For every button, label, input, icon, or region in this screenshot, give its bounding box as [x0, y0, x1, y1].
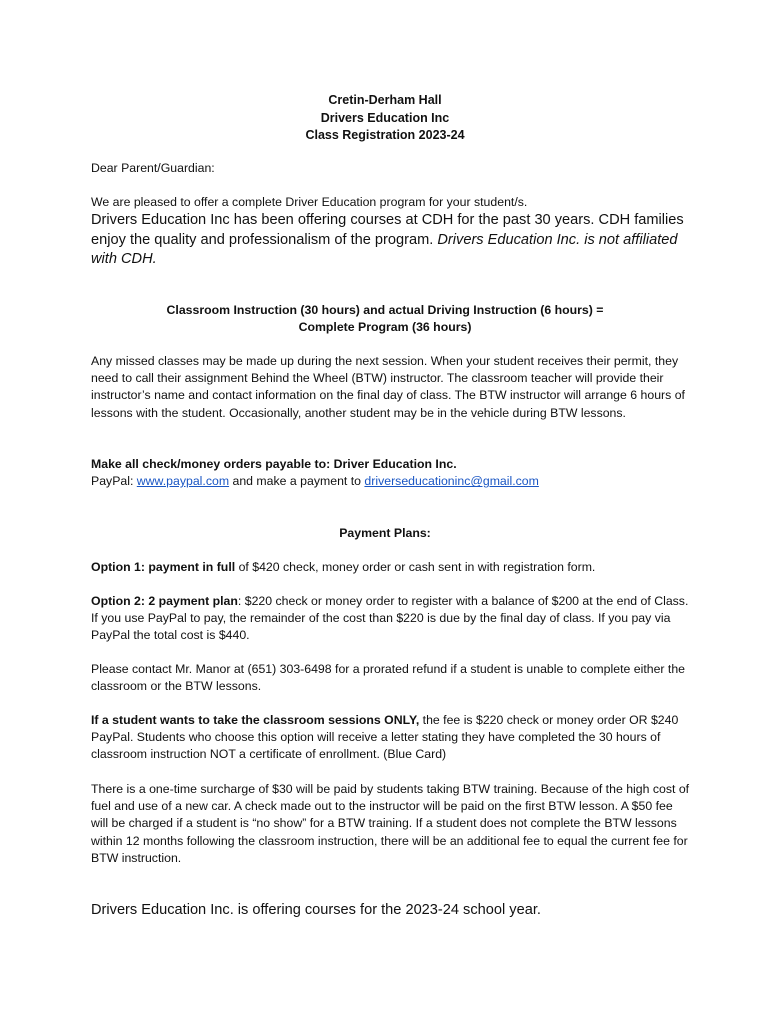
option-2-label: Option 2: 2 payment plan [91, 594, 238, 608]
payable-to: Make all check/money orders payable to: Driver Education Inc. [91, 457, 457, 471]
intro-line: We are pleased to offer a complete Driver Education program for your student/s. [91, 195, 528, 209]
program-summary [0, 302, 770, 336]
missed-classes-paragraph: Any missed classes may be made up during the next session. When your student receives their permit, they need to call their assignment Behind the Wheel (BTW) instructor. The classroom teacher will provide their instructor’s name and contact information on the final day of class. The BTW instructor will arrange 6 hours of lessons with the student. Occasionally, another student may be in the vehicle during BTW lessons. [91, 354, 685, 420]
document-header [0, 92, 770, 145]
program-line-1: Classroom Instruction (30 hours) and actual Driving Instruction (6 hours) = [166, 303, 604, 317]
payable-section [91, 456, 691, 490]
payment-plans-title: Payment Plans: [339, 526, 431, 540]
intro-sentence: Drivers Education Inc has been offering courses at CDH for the past 30 years. CDH families enjoy the quality and professionalism of the program. [91, 212, 684, 248]
classroom-only-paragraph [91, 712, 691, 764]
email-link[interactable]: driverseducationinc@gmail.com [364, 474, 539, 489]
not-affiliated-note: Drivers Education Inc. is not affiliated with CDH. [91, 231, 678, 268]
classroom-only-text: the fee is $220 check or money order OR $240 PayPal. Students who choose this option will receive a letter stating they have completed the 30 hours of classroom instruction NOT a certificate of enrollment. (Blue Card) [91, 713, 679, 762]
greeting: Dear Parent/Guardian: [91, 161, 215, 175]
school-name: Cretin-Derham Hall [328, 93, 442, 107]
option-1 [91, 559, 691, 576]
paypal-line: PayPal: www.paypal.com and make a payment to driverseducationinc@gmail.com [91, 474, 539, 489]
company-name: Drivers Education Inc [320, 110, 450, 125]
classroom-only-label: If a student wants to take the classroom sessions ONLY, [91, 713, 420, 727]
closing-statement: Drivers Education Inc. is offering courses for the 2023-24 school year. [91, 902, 541, 918]
option-2 [91, 593, 691, 645]
surcharge-paragraph: There is a one-time surcharge of $30 will be paid by students taking BTW training. Because of the high cost of fuel and use of a new car. A check made out to the instructor will be paid on the first BTW lesson. A $50 fee will be charged if a student is “no show” for a BTW training. If a student does not complete the BTW lessons within 12 months following the classroom instruction, there will be an additional fee to equal the current fee for BTW instruction. [91, 782, 690, 865]
program-line-2: Complete Program (36 hours) [298, 320, 472, 335]
paypal-link[interactable]: www.paypal.com [136, 474, 230, 489]
refund-paragraph: Please contact Mr. Manor at (651) 303-6498 for a prorated refund if a student is unable to complete either the classroom or the BTW lessons. [91, 662, 686, 694]
option-1-label: Option 1: payment in full [91, 560, 236, 574]
option-1-text: of $420 check, money order or cash sent in with registration form. [235, 560, 596, 574]
option-2-text: : $220 check or money order to register with a balance of $200 at the end of Class. If you use PayPal to pay, the remainder of the cost than $220 is due by the final day of class. If you pay via PayPal the total cost is $440. [91, 594, 689, 643]
intro-paragraph [91, 211, 691, 270]
document-title: Class Registration 2023-24 [305, 128, 465, 142]
